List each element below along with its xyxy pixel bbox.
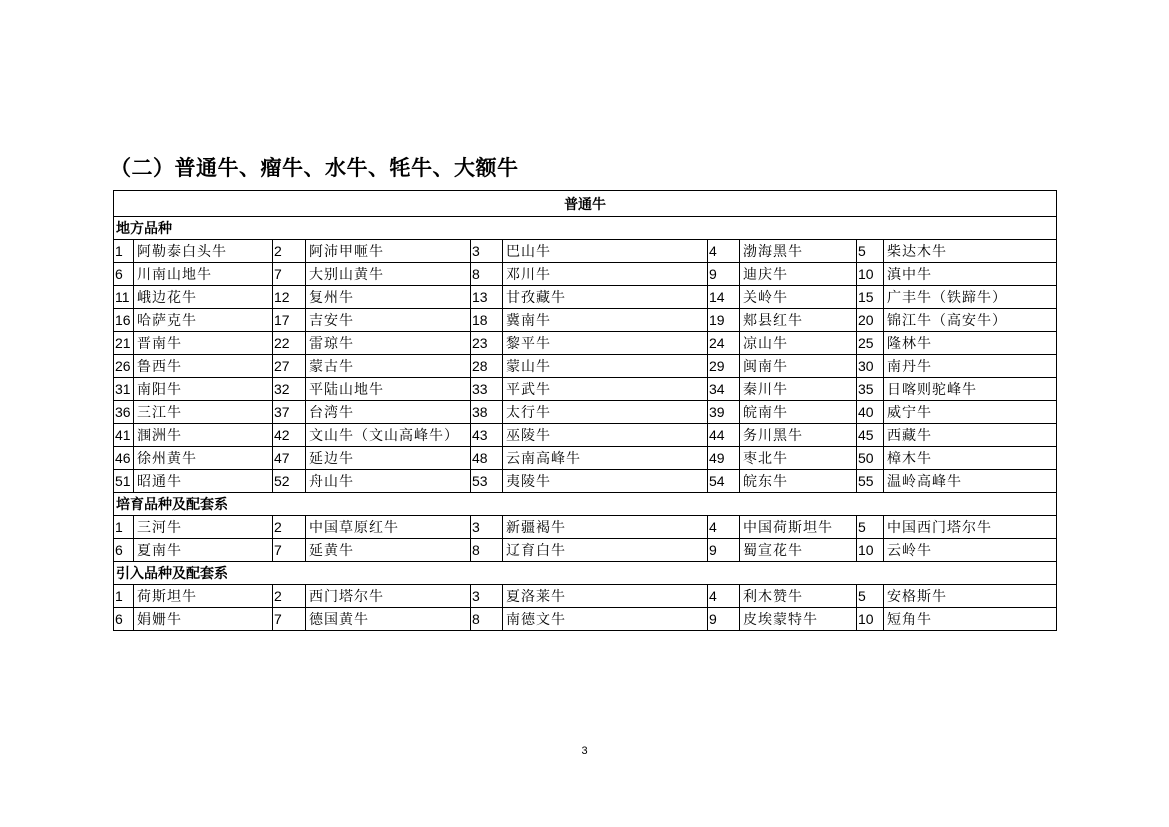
breed-number: 2 bbox=[273, 240, 306, 263]
breed-name: 黎平牛 bbox=[503, 332, 708, 355]
breed-number: 14 bbox=[708, 286, 740, 309]
breed-name: 峨边花牛 bbox=[134, 286, 273, 309]
breed-number: 36 bbox=[114, 401, 134, 424]
breed-number: 5 bbox=[857, 516, 884, 539]
breed-name: 蒙古牛 bbox=[306, 355, 471, 378]
breed-name: 三江牛 bbox=[134, 401, 273, 424]
table-row bbox=[114, 447, 1057, 470]
breed-name: 南德文牛 bbox=[503, 608, 708, 631]
breed-number: 54 bbox=[708, 470, 740, 493]
table-title: 普通牛 bbox=[114, 191, 1057, 217]
breed-number: 16 bbox=[114, 309, 134, 332]
breed-number: 46 bbox=[114, 447, 134, 470]
table-row bbox=[114, 263, 1057, 286]
breed-number: 9 bbox=[708, 263, 740, 286]
breed-name: 巴山牛 bbox=[503, 240, 708, 263]
breed-number: 4 bbox=[708, 585, 740, 608]
breed-number: 5 bbox=[857, 585, 884, 608]
table-row bbox=[114, 286, 1057, 309]
table-row bbox=[114, 424, 1057, 447]
breed-name: 温岭高峰牛 bbox=[884, 470, 1057, 493]
breed-name: 甘孜藏牛 bbox=[503, 286, 708, 309]
breed-number: 1 bbox=[114, 585, 134, 608]
breed-name: 太行牛 bbox=[503, 401, 708, 424]
breed-number: 22 bbox=[273, 332, 306, 355]
breed-number: 24 bbox=[708, 332, 740, 355]
breed-number: 21 bbox=[114, 332, 134, 355]
breed-name: 涠洲牛 bbox=[134, 424, 273, 447]
breed-name: 关岭牛 bbox=[740, 286, 857, 309]
breed-name: 安格斯牛 bbox=[884, 585, 1057, 608]
breed-name: 隆林牛 bbox=[884, 332, 1057, 355]
page-number: 3 bbox=[581, 745, 588, 757]
breed-number: 2 bbox=[273, 585, 306, 608]
breed-number: 3 bbox=[471, 516, 503, 539]
breed-number: 42 bbox=[273, 424, 306, 447]
breed-number: 40 bbox=[857, 401, 884, 424]
breed-number: 52 bbox=[273, 470, 306, 493]
breed-number: 20 bbox=[857, 309, 884, 332]
breed-name: 务川黑牛 bbox=[740, 424, 857, 447]
breed-number: 25 bbox=[857, 332, 884, 355]
breed-name: 云岭牛 bbox=[884, 539, 1057, 562]
breed-number: 4 bbox=[708, 240, 740, 263]
section-label: 地方品种 bbox=[114, 217, 1057, 240]
breed-name: 枣北牛 bbox=[740, 447, 857, 470]
breed-number: 41 bbox=[114, 424, 134, 447]
breed-number: 31 bbox=[114, 378, 134, 401]
breed-name: 三河牛 bbox=[134, 516, 273, 539]
breed-name: 凉山牛 bbox=[740, 332, 857, 355]
breed-name: 台湾牛 bbox=[306, 401, 471, 424]
breed-name: 平武牛 bbox=[503, 378, 708, 401]
breed-name: 延黄牛 bbox=[306, 539, 471, 562]
table-title-row bbox=[114, 191, 1057, 217]
breed-number: 9 bbox=[708, 608, 740, 631]
breed-name: 平陆山地牛 bbox=[306, 378, 471, 401]
breed-name: 阿沛甲咂牛 bbox=[306, 240, 471, 263]
breed-number: 37 bbox=[273, 401, 306, 424]
breed-name: 蒙山牛 bbox=[503, 355, 708, 378]
breed-name: 晋南牛 bbox=[134, 332, 273, 355]
breed-name: 荷斯坦牛 bbox=[134, 585, 273, 608]
section-header-row bbox=[114, 562, 1057, 585]
breed-number: 17 bbox=[273, 309, 306, 332]
breed-number: 2 bbox=[273, 516, 306, 539]
breed-number: 43 bbox=[471, 424, 503, 447]
breed-name: 西藏牛 bbox=[884, 424, 1057, 447]
breed-number: 6 bbox=[114, 539, 134, 562]
breed-name: 复州牛 bbox=[306, 286, 471, 309]
breed-name: 中国草原红牛 bbox=[306, 516, 471, 539]
breed-number: 5 bbox=[857, 240, 884, 263]
breed-number: 53 bbox=[471, 470, 503, 493]
breed-number: 35 bbox=[857, 378, 884, 401]
breed-number: 33 bbox=[471, 378, 503, 401]
breed-name: 新疆褐牛 bbox=[503, 516, 708, 539]
breed-name: 雷琼牛 bbox=[306, 332, 471, 355]
breed-name: 威宁牛 bbox=[884, 401, 1057, 424]
table-row bbox=[114, 355, 1057, 378]
breed-name: 蜀宣花牛 bbox=[740, 539, 857, 562]
breed-number: 12 bbox=[273, 286, 306, 309]
breed-name: 迪庆牛 bbox=[740, 263, 857, 286]
breed-name: 延边牛 bbox=[306, 447, 471, 470]
breed-number: 51 bbox=[114, 470, 134, 493]
breed-number: 38 bbox=[471, 401, 503, 424]
breed-number: 29 bbox=[708, 355, 740, 378]
table-row bbox=[114, 539, 1057, 562]
table-row bbox=[114, 378, 1057, 401]
breed-number: 26 bbox=[114, 355, 134, 378]
breed-name: 郏县红牛 bbox=[740, 309, 857, 332]
breed-name: 闽南牛 bbox=[740, 355, 857, 378]
table-row bbox=[114, 516, 1057, 539]
table-row bbox=[114, 332, 1057, 355]
breed-name: 德国黄牛 bbox=[306, 608, 471, 631]
breed-number: 47 bbox=[273, 447, 306, 470]
breed-number: 50 bbox=[857, 447, 884, 470]
breed-name: 南阳牛 bbox=[134, 378, 273, 401]
breed-number: 18 bbox=[471, 309, 503, 332]
breed-name: 徐州黄牛 bbox=[134, 447, 273, 470]
breed-number: 7 bbox=[273, 539, 306, 562]
breed-number: 45 bbox=[857, 424, 884, 447]
breed-name: 西门塔尔牛 bbox=[306, 585, 471, 608]
breed-name: 大别山黄牛 bbox=[306, 263, 471, 286]
section-label: 引入品种及配套系 bbox=[114, 562, 1057, 585]
breed-name: 昭通牛 bbox=[134, 470, 273, 493]
breed-name: 皖南牛 bbox=[740, 401, 857, 424]
breed-number: 11 bbox=[114, 286, 134, 309]
breed-number: 34 bbox=[708, 378, 740, 401]
table-row bbox=[114, 401, 1057, 424]
breed-number: 27 bbox=[273, 355, 306, 378]
breed-name: 川南山地牛 bbox=[134, 263, 273, 286]
breed-name: 娟姗牛 bbox=[134, 608, 273, 631]
breed-number: 55 bbox=[857, 470, 884, 493]
breed-number: 9 bbox=[708, 539, 740, 562]
breed-name: 秦川牛 bbox=[740, 378, 857, 401]
breed-name: 云南高峰牛 bbox=[503, 447, 708, 470]
breed-name: 吉安牛 bbox=[306, 309, 471, 332]
breed-number: 7 bbox=[273, 263, 306, 286]
breed-number: 1 bbox=[114, 240, 134, 263]
breed-name: 舟山牛 bbox=[306, 470, 471, 493]
breed-number: 10 bbox=[857, 539, 884, 562]
breed-table bbox=[113, 190, 1057, 631]
breed-name: 冀南牛 bbox=[503, 309, 708, 332]
breed-number: 8 bbox=[471, 539, 503, 562]
breed-number: 1 bbox=[114, 516, 134, 539]
breed-name: 锦江牛（高安牛） bbox=[884, 309, 1057, 332]
table-row bbox=[114, 309, 1057, 332]
breed-name: 辽育白牛 bbox=[503, 539, 708, 562]
breed-number: 15 bbox=[857, 286, 884, 309]
breed-name: 利木赞牛 bbox=[740, 585, 857, 608]
breed-name: 夏洛莱牛 bbox=[503, 585, 708, 608]
breed-name: 鲁西牛 bbox=[134, 355, 273, 378]
section-label: 培育品种及配套系 bbox=[114, 493, 1057, 516]
table-row bbox=[114, 585, 1057, 608]
breed-name: 哈萨克牛 bbox=[134, 309, 273, 332]
breed-number: 19 bbox=[708, 309, 740, 332]
breed-number: 23 bbox=[471, 332, 503, 355]
table-row bbox=[114, 470, 1057, 493]
breed-name: 皮埃蒙特牛 bbox=[740, 608, 857, 631]
breed-number: 6 bbox=[114, 263, 134, 286]
breed-number: 4 bbox=[708, 516, 740, 539]
breed-name: 邓川牛 bbox=[503, 263, 708, 286]
breed-number: 3 bbox=[471, 240, 503, 263]
breed-name: 短角牛 bbox=[884, 608, 1057, 631]
section-header-row bbox=[114, 493, 1057, 516]
breed-number: 8 bbox=[471, 608, 503, 631]
table-row bbox=[114, 240, 1057, 263]
breed-name: 中国西门塔尔牛 bbox=[884, 516, 1057, 539]
breed-name: 渤海黑牛 bbox=[740, 240, 857, 263]
breed-name: 南丹牛 bbox=[884, 355, 1057, 378]
breed-name: 夷陵牛 bbox=[503, 470, 708, 493]
breed-number: 49 bbox=[708, 447, 740, 470]
page-heading: （二）普通牛、瘤牛、水牛、牦牛、大额牛 bbox=[110, 156, 519, 180]
section-header-row bbox=[114, 217, 1057, 240]
breed-name: 巫陵牛 bbox=[503, 424, 708, 447]
breed-number: 8 bbox=[471, 263, 503, 286]
breed-number: 6 bbox=[114, 608, 134, 631]
breed-number: 28 bbox=[471, 355, 503, 378]
breed-name: 广丰牛（铁蹄牛） bbox=[884, 286, 1057, 309]
breed-name: 中国荷斯坦牛 bbox=[740, 516, 857, 539]
breed-number: 7 bbox=[273, 608, 306, 631]
breed-name: 夏南牛 bbox=[134, 539, 273, 562]
breed-name: 文山牛（文山高峰牛） bbox=[306, 424, 471, 447]
breed-number: 32 bbox=[273, 378, 306, 401]
table-row bbox=[114, 608, 1057, 631]
breed-name: 日喀则驼峰牛 bbox=[884, 378, 1057, 401]
breed-number: 44 bbox=[708, 424, 740, 447]
breed-number: 10 bbox=[857, 608, 884, 631]
breed-number: 48 bbox=[471, 447, 503, 470]
breed-name: 柴达木牛 bbox=[884, 240, 1057, 263]
breed-number: 3 bbox=[471, 585, 503, 608]
breed-number: 10 bbox=[857, 263, 884, 286]
breed-name: 樟木牛 bbox=[884, 447, 1057, 470]
breed-name: 皖东牛 bbox=[740, 470, 857, 493]
breed-number: 30 bbox=[857, 355, 884, 378]
breed-name: 阿勒泰白头牛 bbox=[134, 240, 273, 263]
breed-number: 39 bbox=[708, 401, 740, 424]
breed-name: 滇中牛 bbox=[884, 263, 1057, 286]
breed-number: 13 bbox=[471, 286, 503, 309]
